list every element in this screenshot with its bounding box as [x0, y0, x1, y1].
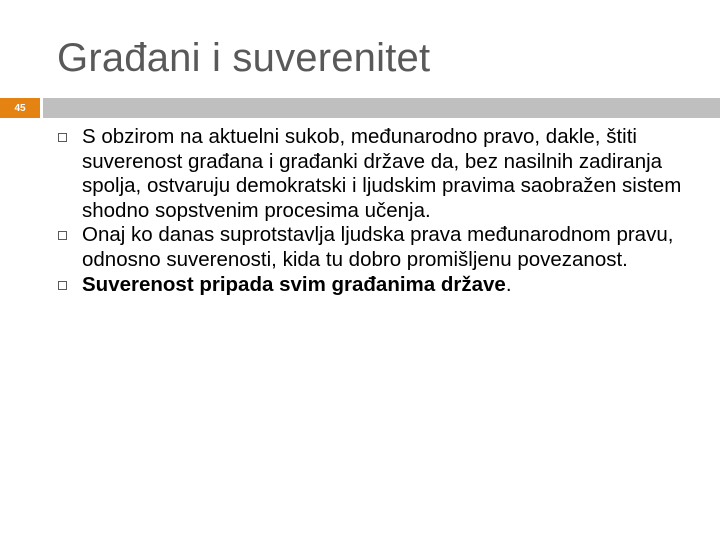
- square-bullet-icon: [58, 133, 67, 142]
- header-rule: [43, 98, 720, 118]
- bullet-text: S obzirom na aktuelni sukob, međunarodno pravo, dakle, štiti suverenost građana i građanki države da, bez nasilnih zadiranja spolja, ostvaruju demokratski i ljudskim pravima saobražen sistem shodno sopstvenim procesima učenja.: [82, 125, 682, 222]
- bullet-text: Onaj ko danas suprotstavlja ljudska prava međunarodnom pravu, odnosno suverenosti, kida tu dobro promišljenu povezanost.: [82, 223, 674, 271]
- square-bullet-icon: [58, 281, 67, 290]
- bullet-item: [52, 125, 692, 223]
- bullet-bold-text: Suverenost pripada svim građanima države: [82, 272, 506, 296]
- bullet-item: [52, 273, 692, 298]
- bullet-list: [52, 125, 692, 297]
- square-bullet-icon: [58, 231, 67, 240]
- slide-title: Građani i suverenitet: [57, 36, 431, 80]
- slide-number-badge: [0, 98, 40, 118]
- bullet-item: [52, 223, 692, 272]
- bullet-text: [82, 273, 692, 298]
- slide-number: 45: [14, 102, 26, 114]
- bullet-period: .: [505, 272, 512, 296]
